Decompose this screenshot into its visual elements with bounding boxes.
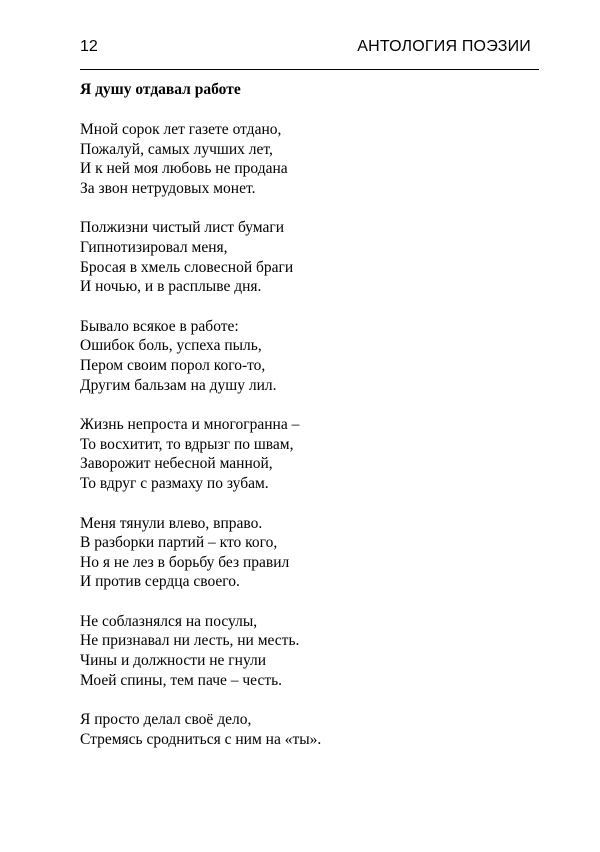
poem-line: Не признавал ни лесть, ни месть. [80,632,300,650]
header-divider [80,69,539,70]
poem-line: То восхитит, то вдрызг по швам, [80,435,294,453]
poem-line: И к ней моя любовь не продана [80,160,288,178]
poem [80,80,520,769]
poem-line: Меня тянули влево, вправо. [80,514,263,532]
stanza [80,317,520,395]
poem-line: И против сердца своего. [80,573,240,591]
stanza [80,120,520,198]
poem-line: Пожалуй, самых лучших лет, [80,140,273,158]
poem-line: Заворожит небесной манной, [80,455,273,473]
poem-line: Бывало всякое в работе: [80,317,239,335]
poem-line: Мной сорок лет газете отдано, [80,121,282,138]
poem-line: Полжизни чистый лист бумаги [80,219,285,237]
stanza [80,612,520,690]
poem-line: Не соблазнялся на посулы, [80,612,258,630]
stanza [80,218,520,296]
poem-line: То вдруг с размаху по зубам. [80,474,269,492]
poem-line: Чины и должности не гнули [80,652,267,670]
poem-line: В разборки партий – кто кого, [80,534,278,552]
poem-title: Я душу отдавал работе [80,81,241,98]
poem-line: Моей спины, тем паче – честь. [80,671,283,689]
stanza [80,514,520,592]
poem-line: Жизнь непроста и многогранна – [80,416,300,434]
poem-line: Но я не лез в борьбу без правил [80,553,290,571]
poem-line: За звон нетрудовых монет. [80,179,256,197]
poem-line: Гипнотизировал меня, [80,238,228,256]
poem-line: Другим бальзам на душу лил. [80,376,277,394]
poem-line: Бросая в хмель словесной браги [80,258,294,276]
stanza [80,710,520,749]
poem-line: Ошибок боль, успеха пыль, [80,337,262,355]
page-number: 12 [80,38,98,55]
stanza [80,415,520,493]
poem-line: Пером своим порол кого-то, [80,356,266,374]
poem-line: Я просто делал своё дело, [80,711,252,729]
poem-line: И ночью, и в расплыве дня. [80,278,262,296]
page-header [80,34,539,62]
poem-line: Стремясь сродниться с ним на «ты». [80,730,322,748]
running-title: АНТОЛОГИЯ ПОЭЗИИ [357,38,531,55]
